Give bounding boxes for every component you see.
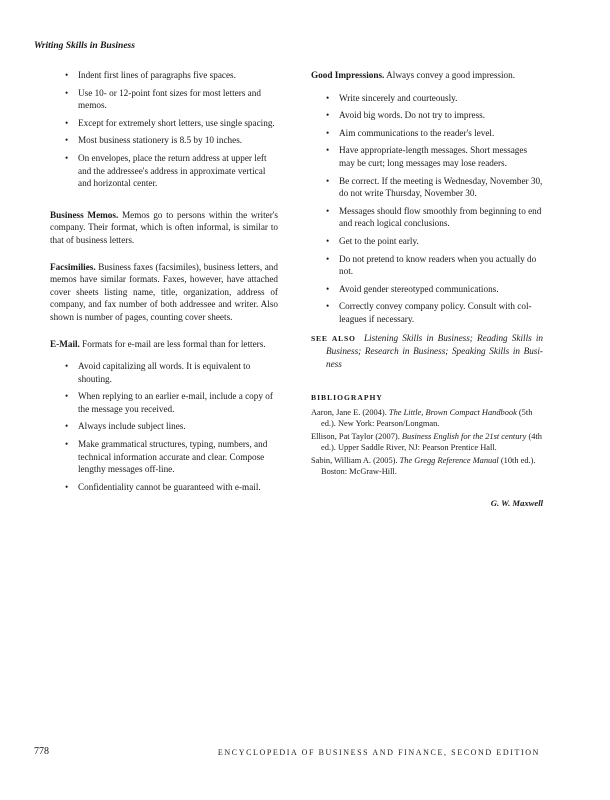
list-item: • Avoid big words. Do not try to impress.: [326, 109, 543, 122]
list-item: • Indent first lines of paragraphs five spaces.: [65, 69, 278, 82]
see-also-label: SEE ALSO: [311, 333, 356, 343]
entry-author: Sabin, William A. (2005).: [311, 455, 398, 465]
list-item: • Messages should flow smoothly from beginning to end and reach logical conclusions.: [326, 205, 543, 230]
see-also-references: Listening Skills in Business; Reading Skills in Business; Research in Business; Speaking Skills in Busi-ness: [326, 332, 544, 369]
footer-book-title: ENCYCLOPEDIA OF BUSINESS AND FINANCE, SECOND EDITION: [217, 748, 540, 757]
bibliography-entry: [311, 455, 543, 477]
list-item: • Always include subject lines.: [65, 420, 278, 433]
list-item: • Correctly convey company policy. Consult with col-leagues if necessary.: [326, 300, 543, 325]
memos-heading: Business Memos.: [50, 209, 119, 220]
list-item: • Write sincerely and courteously.: [326, 92, 543, 105]
list-item: • Make grammatical structures, typing, numbers, and technical information accurate and clear. Compose lengthy messages off-line.: [65, 438, 278, 476]
list-item: • Use 10- or 12-point font sizes for most letters and memos.: [65, 87, 278, 112]
list-item: • On envelopes, place the return address at upper left and the addressee's address in approximate vertical and horizontal center.: [65, 152, 278, 190]
entry-publication: (4th ed.). Upper Saddle River, NJ: Pearson Prentice Hall.: [321, 431, 542, 452]
memos-paragraph: [50, 209, 278, 247]
facsimilies-text: Business faxes (facsimiles), business letters, and memos have similar formats. Faxes, however, have attached cover sheets listing name, title, organization, address of company, and fax number of both addressee and writer. Also shown is number of pages, counting cover sheets.: [50, 261, 278, 322]
see-also: [311, 332, 543, 371]
list-item: • Aim communications to the reader's level.: [326, 127, 543, 140]
bibliography-entry: [311, 407, 543, 429]
running-title: Writing Skills in Business: [34, 41, 135, 51]
entry-author: Ellison, Pat Taylor (2007).: [311, 431, 400, 441]
list-item: • Get to the point early.: [326, 235, 543, 248]
list-item: • Confidentiality cannot be guaranteed with e-mail.: [65, 481, 278, 494]
entry-title: The Gregg Reference Manual: [399, 455, 499, 465]
memos-text: Memos go to persons within the writer's company. Their format, which is often informal, is similar to that of business letters.: [50, 209, 279, 245]
facsimilies-paragraph: [50, 261, 278, 324]
list-item: • Most business stationery is 8.5 by 10 inches.: [65, 134, 278, 147]
bibliography-entry: [311, 431, 543, 453]
list-item: • Have appropriate-length messages. Short messages may be curt; long messages may lose readers.: [326, 144, 543, 169]
entry-publication: (5th ed.). New York: Pearson/Longman.: [321, 407, 533, 428]
impressions-heading: Good Impressions.: [311, 70, 385, 80]
list-item: • Do not pretend to know readers when you actually do not.: [326, 253, 543, 278]
page-number: 778: [34, 746, 49, 757]
list-item: • When replying to an earlier e-mail, include a copy of the message you received.: [65, 390, 278, 415]
right-column: [311, 69, 543, 509]
entry-publication: (10th ed.). Boston: McGraw-Hill.: [321, 455, 536, 476]
list-item: • Except for extremely short letters, use single spacing.: [65, 117, 278, 130]
email-bullet-list: [50, 360, 278, 493]
impressions-bullet-list: [311, 92, 543, 326]
entry-title: Business English for the 21st century: [401, 431, 527, 441]
list-item: • Be correct. If the meeting is Wednesday, November 30, do not write Thursday, November 30.: [326, 175, 543, 200]
list-item: • Avoid capitalizing all words. It is equivalent to shouting.: [65, 360, 278, 385]
entry-author: Aaron, Jane E. (2004).: [311, 407, 387, 417]
email-heading: E-Mail.: [50, 338, 80, 349]
impressions-paragraph: [311, 69, 543, 82]
email-text: Formats for e-mail are less formal than for letters.: [82, 338, 266, 349]
list-item: • Avoid gender stereotyped communications.: [326, 283, 543, 296]
article-author: G. W. Maxwell: [490, 497, 543, 508]
facsimilies-heading: Facsimilies.: [50, 261, 96, 272]
left-column: [50, 69, 278, 498]
entry-title: The Little, Brown Compact Handbook: [388, 407, 517, 417]
impressions-text: Always convey a good impression.: [386, 70, 516, 80]
intro-bullet-list: [50, 69, 278, 190]
bibliography-heading: BIBLIOGRAPHY: [311, 393, 383, 403]
email-paragraph: [50, 338, 278, 351]
